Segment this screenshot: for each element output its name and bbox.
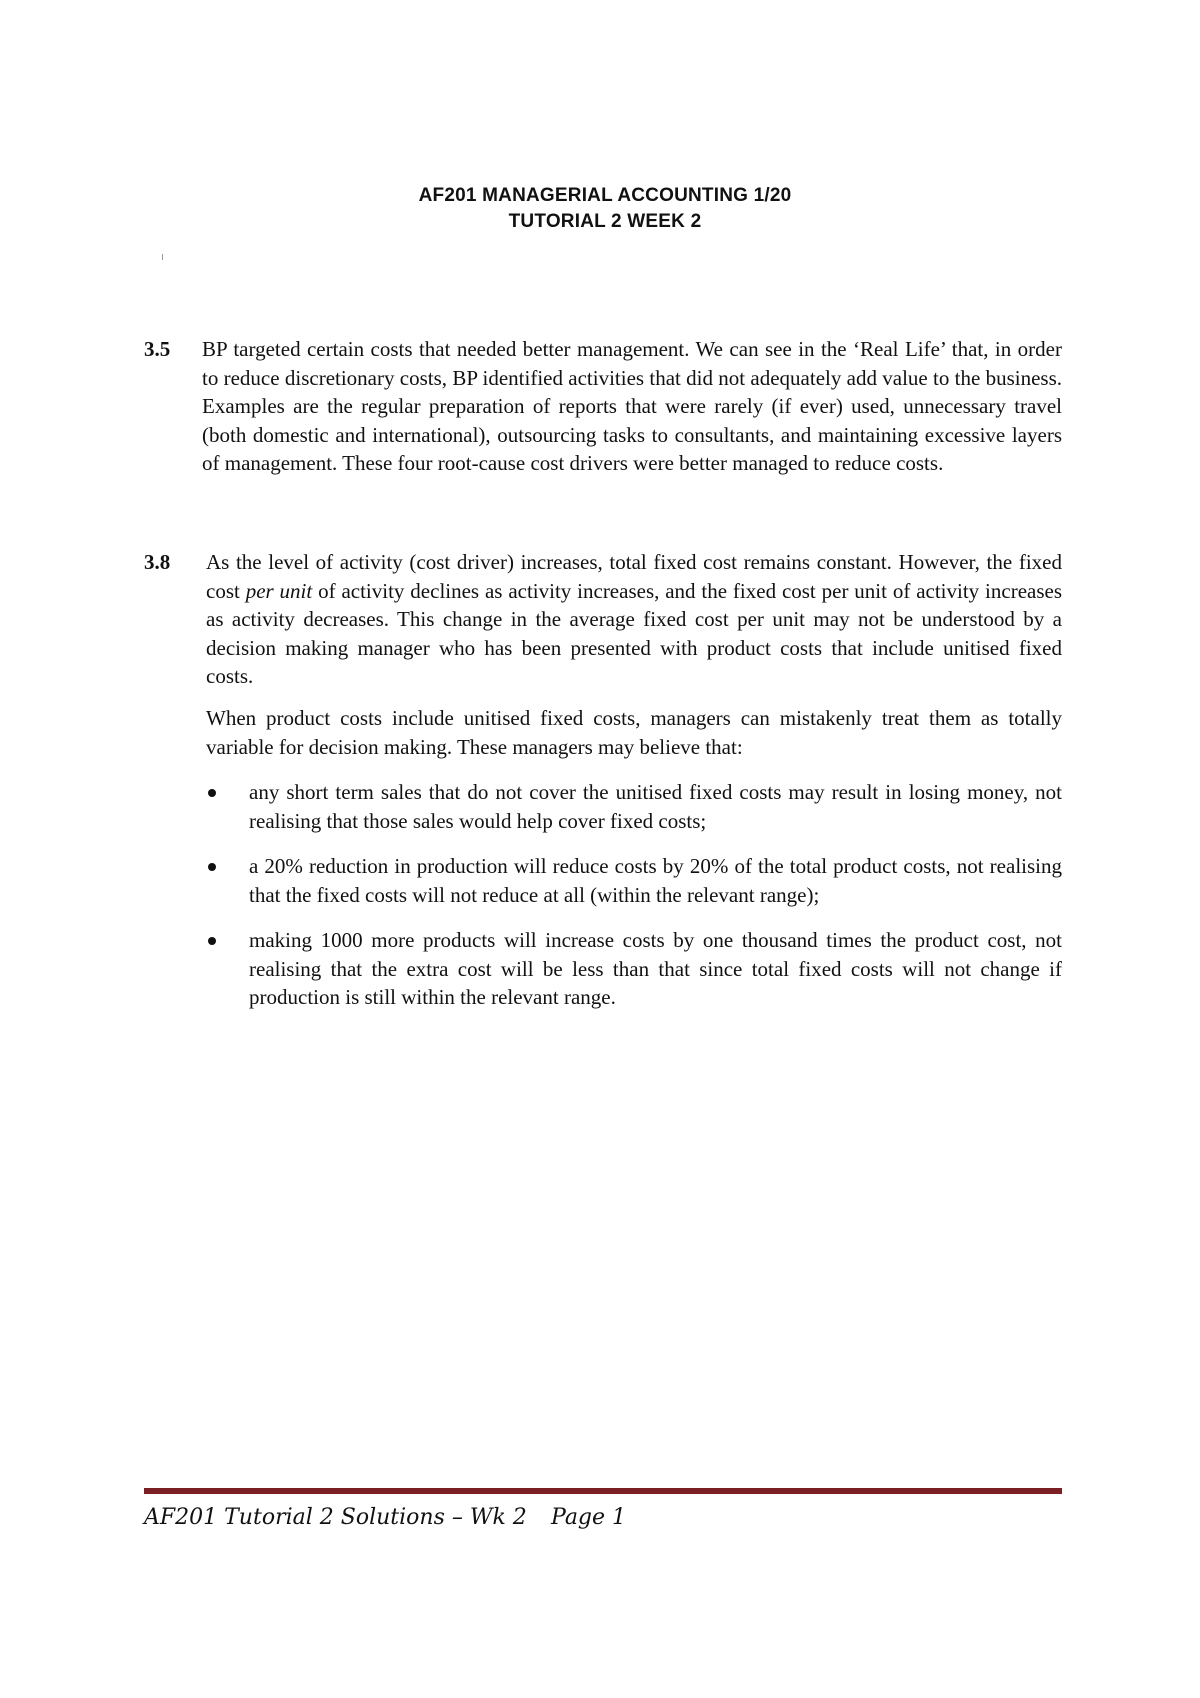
answer-text-part: As the level of activity (cost driver) increases, total fixed cost remains constant. However, the fixed cost xyxy=(206,550,1062,603)
emphasis-per-unit: per unit xyxy=(245,578,313,603)
footer-document-label: AF201 Tutorial 2 Solutions – Wk 2 xyxy=(144,1505,527,1530)
document-title: AF201 MANAGERIAL ACCOUNTING 1/20 xyxy=(418,185,792,206)
list-item xyxy=(206,852,1062,909)
stray-mark xyxy=(162,254,163,260)
answer-text-part: of activity declines as activity increases, and the fixed cost per unit of activity increases as activity decreases. This change in the average fixed cost per unit may not be understood by a decision making manager who has been presented with product costs that include unitised fixed costs. xyxy=(206,578,1062,688)
list-item xyxy=(206,778,1062,835)
list-item-text: any short term sales that do not cover the unitised fixed costs may result in losing money, not realising that those sales would help cover fixed costs; xyxy=(249,780,1062,833)
answer-text xyxy=(206,548,1062,691)
list-item-text: making 1000 more products will increase costs by one thousand times the product cost, not realising that the extra cost will be less than that since total fixed costs will not change if production is still within the relevant range. xyxy=(249,928,1062,1009)
answer-text: BP targeted certain costs that needed better management. We can see in the ‘Real Life’ that, in order to reduce discretionary costs, BP identified activities that did not adequately add value to the business. Examples are the regular preparation of reports that were rarely (if ever) used, unnecessary travel (both domestic and international), outsourcing tasks to consultants, and maintaining excessive layers of management. These four root-cause cost drivers were better managed to reduce costs. xyxy=(202,337,1062,475)
answer-paragraph-2: When product costs include unitised fixed costs, managers can mistakenly treat them as totally variable for decision making. These managers may believe that: xyxy=(206,706,1062,759)
question-number: 3.8 xyxy=(144,550,171,574)
footer-divider xyxy=(144,1488,1062,1494)
bullet-icon xyxy=(208,863,216,871)
document-subtitle: TUTORIAL 2 WEEK 2 xyxy=(508,211,702,232)
question-number: 3.5 xyxy=(144,337,171,361)
bullet-icon xyxy=(208,789,216,797)
list-item xyxy=(206,926,1062,1012)
belief-list xyxy=(206,778,1062,1029)
bullet-icon xyxy=(208,937,216,945)
list-item-text: a 20% reduction in production will reduce costs by 20% of the total product costs, not realising that the fixed costs will not reduce at all (within the relevant range); xyxy=(249,854,1062,907)
footer-page-number: Page 1 xyxy=(551,1505,627,1530)
